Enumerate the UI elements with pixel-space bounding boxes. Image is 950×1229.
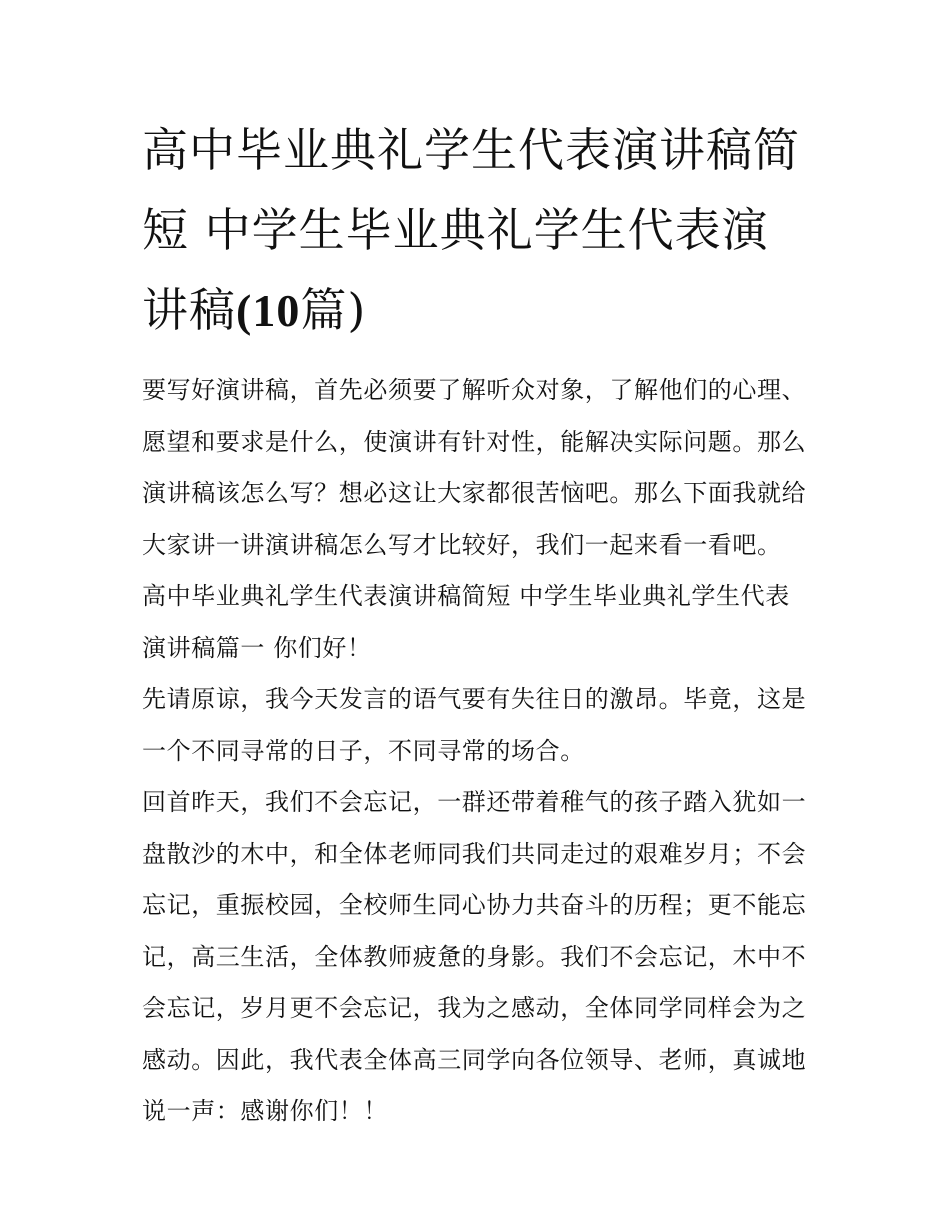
intro-paragraph: 要写好演讲稿，首先必须要了解听众对象，了解他们的心理、愿望和要求是什么，使演讲有针对性，能解决实际问题。那么演讲稿该怎么写？想必这让大家都很苦恼吧。那么下面我就给大家讲一讲演讲稿怎么写才比较好，我们一起来看一看吧。 [142,376,807,559]
title-text: 高中毕业典礼学生代表演讲稿简短 中学生毕业典礼学生代表演讲稿 [142,123,800,337]
document-content [142,110,814,1138]
memory-paragraph: 回首昨天，我们不会忘记，一群还带着稚气的孩子踏入犹如一盘散沙的木中，和全体老师同我们共同走过的艰难岁月；不会忘记，重振校园，全校师生同心协力共奋斗的历程；更不能忘记，高三生活，全体教师疲惫的身影。我们不会忘记，木中不会忘记，岁月更不会忘记，我为之感动，全体同学同样会为之感动。因此，我代表全体高三同学向各位领导、老师，真诚地说一声：感谢你们！！ [142,788,807,1125]
section-heading-paragraph: 高中毕业典礼学生代表演讲稿简短 中学生毕业典礼学生代表演讲稿篇一 你们好！ [142,582,790,662]
document-title [142,110,814,351]
title-suffix: 篇) [300,283,367,337]
title-count: (10 [236,285,301,336]
apology-paragraph: 先请原谅，我今天发言的语气要有失往日的激昂。毕竟，这是一个不同寻常的日子，不同寻常的场合。 [142,685,807,765]
body-text [142,365,814,1138]
